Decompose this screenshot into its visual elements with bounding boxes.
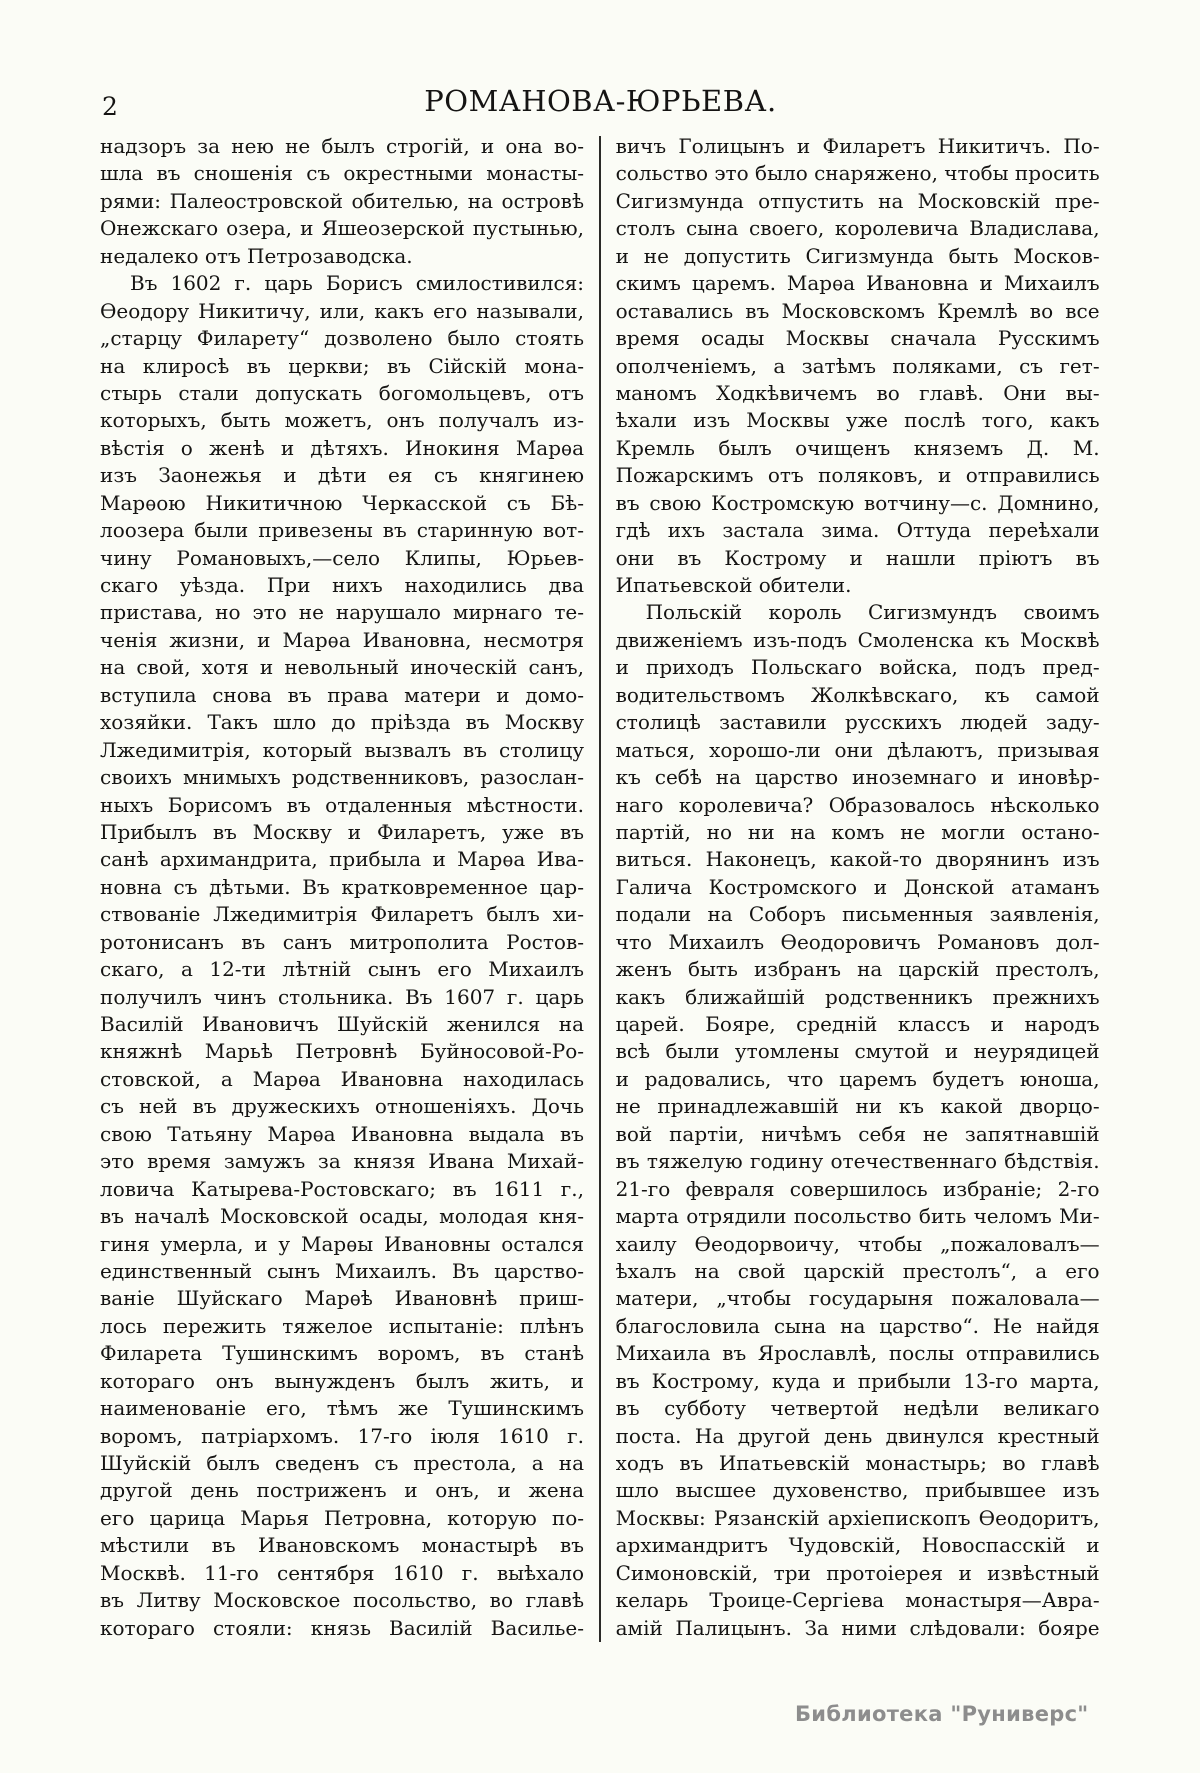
text-line: въ началѣ Московской осады, молодая кня-	[100, 1204, 584, 1229]
text-line: единственный сынъ Михаилъ. Въ царство-	[100, 1258, 584, 1283]
text-line: Лжедимитрія, который вызвалъ въ столицу	[100, 737, 584, 762]
text-line: время осады Москвы сначала Русскимъ	[615, 326, 1100, 351]
text-line: келарь Троице-Сергіева монастыря—Авра-	[615, 1588, 1100, 1613]
text-line: чину Романовыхъ,—село Клипы, Юрьев-	[100, 545, 584, 570]
text-line: всѣ были утомлены смутой и неурядицей	[615, 1039, 1100, 1064]
page-header	[100, 84, 1101, 128]
text-line: шла въ сношенія съ окрестными монасты-	[100, 161, 584, 186]
text-line: лось пережить тяжелое испытаніе: плѣнъ	[100, 1313, 584, 1338]
text-line: водительствомъ Жолкѣвскаго, къ самой	[615, 682, 1100, 707]
text-line: Ѳеодору Никитичу, или, какъ его называли,	[100, 298, 584, 323]
page-title: РОМАНОВА-ЮРЬЕВА.	[424, 84, 777, 118]
text-line: Пожарскимъ отъ поляковъ, и отправились	[615, 463, 1100, 488]
text-line: Москвы: Рязанскій архіепископъ Ѳеодоритъ,	[615, 1505, 1100, 1530]
text-line: вѣстія о женѣ и дѣтяхъ. Инокиня Марѳа	[100, 435, 584, 460]
text-line: ополченіемъ, а затѣмъ поляками, съ гет-	[615, 353, 1100, 378]
text-line: Филарета Тушинскимъ воромъ, въ станѣ	[100, 1341, 584, 1366]
text-line: архимандритъ Чудовскій, Новоспасскій и	[615, 1533, 1100, 1558]
text-line: ѣхали изъ Москвы уже послѣ того, какъ	[615, 408, 1100, 433]
text-line: хаилу Ѳеодорвоичу, чтобы „пожаловалъ—	[615, 1231, 1100, 1256]
text-line: Сигизмунда отпустить на Московскій пре-	[615, 188, 1100, 213]
text-line: на клиросѣ въ церкви; въ Сійскій мона-	[100, 353, 584, 378]
text-line: это время замужъ за князя Ивана Михай-	[100, 1149, 584, 1174]
text-line: княжнѣ Марьѣ Петровнѣ Буйносовой-Ро-	[100, 1039, 584, 1064]
text-line: маться, хорошо-ли они дѣлаютъ, призывая	[615, 737, 1100, 762]
text-line: Въ 1602 г. царь Борисъ смилостивился:	[130, 271, 584, 296]
text-line: въ Литву Московское посольство, во главѣ	[100, 1588, 584, 1613]
text-line: царей. Бояре, средній классъ и народъ	[615, 1012, 1100, 1036]
text-line: хозяйки. Такъ шло до пріѣзда въ Москву	[100, 710, 584, 735]
text-line: гдѣ ихъ застала зима. Оттуда переѣхали	[615, 518, 1100, 543]
text-line: лоозера были привезены въ старинную вот-	[100, 518, 584, 543]
page-number: 2	[102, 92, 118, 121]
text-line: ходъ въ Ипатьевскій монастырь; во главѣ	[615, 1451, 1100, 1475]
text-line: пристава, но это не нарушало мирнаго те-	[100, 600, 584, 625]
text-line: ѣхалъ на свой царскій престолъ“, а его	[615, 1258, 1100, 1283]
text-line: котораго онъ вынужденъ былъ жить, и	[100, 1368, 584, 1393]
text-line: въ свою Костромскую вотчину—с. Домнино,	[615, 490, 1100, 515]
text-line: вичъ Голицынъ и Филаретъ Никитичъ. По-	[615, 134, 1100, 158]
text-line: новна съ дѣтьми. Въ кратковременное цар-	[100, 874, 584, 899]
text-line: благословила сына на царство“. Не найдя	[615, 1313, 1100, 1338]
text-line: „старцу Филарету“ дозволено было стоять	[100, 326, 584, 351]
text-line: надзоръ за нею не былъ строгій, и она во-	[100, 134, 584, 158]
text-line: подали на Соборъ письменныя заявленія,	[615, 902, 1100, 927]
text-line: сольство это было снаряжено, чтобы просить	[615, 161, 1100, 186]
text-line: получилъ чинъ стольника. Въ 1607 г. царь	[100, 984, 584, 1009]
column-left	[100, 133, 584, 1642]
text-line: наго королевича? Образовалось нѣсколько	[615, 792, 1100, 817]
text-line: своихъ мнимыхъ родственниковъ, разослан-	[100, 765, 584, 790]
text-line: наименованіе его, тѣмъ же Тушинскимъ	[100, 1396, 584, 1421]
text-line: гиня умерла, и у Марѳы Ивановны остался	[100, 1231, 584, 1256]
text-line: столицѣ заставили русскихъ людей заду-	[615, 710, 1100, 735]
text-line: съ ней въ дружескихъ отношеніяхъ. Дочь	[100, 1094, 584, 1119]
text-line: ствованіе Лжедимитрія Филаретъ былъ хи-	[100, 902, 584, 927]
text-line: которыхъ, быть можетъ, онъ получалъ из-	[100, 408, 584, 433]
text-columns	[100, 133, 1101, 1642]
text-line: къ себѣ на царство иноземнаго и иновѣр-	[615, 765, 1100, 790]
text-line: Галича Костромского и Донской атаманъ	[615, 874, 1100, 899]
text-line: ротонисанъ въ санъ митрополита Ростов-	[100, 929, 584, 954]
text-line: ченія жизни, и Марѳа Ивановна, несмотря	[100, 627, 584, 652]
text-line: вступила снова въ права матери и домо-	[100, 682, 584, 707]
text-line: и не допустить Сигизмунда быть Москов-	[615, 243, 1100, 268]
text-line: партій, но ни на комъ не могли остано-	[615, 819, 1100, 844]
text-line: ловича Катырева-Ростовскаго; въ 1611 г.,	[100, 1176, 584, 1201]
text-line: скимъ царемъ. Марѳа Ивановна и Михаилъ	[615, 271, 1100, 296]
text-line: движеніемъ изъ-подъ Смоленска къ Москвѣ	[615, 627, 1100, 652]
text-line: въ тяжелую годину отечественнаго бѣдствія.	[615, 1149, 1100, 1174]
text-line: поста. На другой день двинулся крестный	[615, 1423, 1100, 1448]
text-line: въ Кострому, куда и прибыли 13-го марта,	[615, 1368, 1100, 1393]
text-line: Онежскаго озера, и Яшеозерской пустынью,	[100, 216, 584, 241]
text-line: женъ быть избранъ на царскій престолъ,	[615, 957, 1100, 982]
text-line: Симоновскій, три протоіерея и извѣстный	[615, 1560, 1100, 1585]
text-line: ваніе Шуйскаго Марѳѣ Ивановнѣ приш-	[100, 1286, 584, 1311]
text-line: столъ сына своего, королевича Владислава,	[615, 216, 1100, 241]
text-line: свою Татьяну Марѳа Ивановна выдала въ	[100, 1121, 584, 1146]
text-line: какъ ближайшій родственникъ прежнихъ	[615, 984, 1100, 1009]
text-line: виться. Наконецъ, какой-то дворянинъ изъ	[615, 847, 1100, 872]
text-line: Польскій король Сигизмундъ своимъ	[645, 600, 1100, 625]
text-line: стырь стали допускать богомольцевъ, отъ	[100, 380, 584, 405]
text-line: и радовались, что царемъ будетъ юноша,	[615, 1066, 1100, 1091]
text-line: оставались въ Московскомъ Кремлѣ во все	[615, 298, 1100, 323]
text-line: воромъ, патріархомъ. 17-го іюля 1610 г.	[100, 1423, 584, 1448]
text-line: въ субботу четвертой недѣли великаго	[615, 1396, 1100, 1421]
text-line: Марѳою Никитичною Черкасской съ Бѣ-	[100, 490, 584, 515]
text-line: Прибылъ въ Москву и Филаретъ, уже въ	[100, 819, 584, 844]
text-line: что Михаилъ Ѳеодоровичъ Романовъ дол-	[615, 929, 1100, 954]
text-line: Москвѣ. 11-го сентября 1610 г. выѣхало	[100, 1560, 584, 1585]
column-divider-rule	[599, 136, 601, 1642]
text-line: вой партіи, ничѣмъ себя не запятнавшій	[615, 1121, 1100, 1146]
text-line: мѣстили въ Ивановскомъ монастырѣ въ	[100, 1533, 584, 1558]
text-line: на свой, хотя и невольный иноческій санъ,	[100, 655, 584, 680]
text-line: матери, „чтобы государыня пожаловала—	[615, 1286, 1100, 1311]
text-line: санѣ архимандрита, прибыла и Марѳа Ива-	[100, 847, 584, 872]
text-line: скаго уѣзда. При нихъ находились два	[100, 573, 584, 597]
text-line: Михаила въ Ярославлѣ, послы отправились	[615, 1341, 1100, 1366]
text-line: ныхъ Борисомъ въ отдаленныя мѣстности.	[100, 792, 584, 817]
text-line: и приходъ Польскаго войска, подъ пред-	[615, 655, 1100, 680]
text-line: скаго, а 12-ти лѣтній сынъ его Михаилъ	[100, 957, 584, 982]
text-line: недалеко отъ Петрозаводска.	[100, 243, 413, 268]
text-line: изъ Заонежья и дѣти ея съ княгинею	[100, 463, 584, 488]
text-line: стовской, а Марѳа Ивановна находилась	[100, 1066, 584, 1091]
text-line: маномъ Ходкѣвичемъ во главѣ. Они вы-	[615, 380, 1100, 405]
text-line: его царица Марья Петровна, которую по-	[100, 1505, 584, 1530]
text-line: шло высшее духовенство, прибывшее изъ	[615, 1478, 1100, 1503]
text-line: Ипатьевской обители.	[615, 573, 852, 597]
text-line: котораго стояли: князь Василій Василье-	[100, 1615, 584, 1640]
text-line: 21-го февраля совершилось избраніе; 2-го	[615, 1176, 1100, 1201]
text-line: они въ Кострому и нашли пріютъ въ	[615, 545, 1100, 570]
text-line: Шуйскій былъ сведенъ съ престола, а на	[100, 1451, 584, 1475]
text-line: рями: Палеостровской обителью, на островѣ	[100, 188, 584, 213]
text-line: амій Палицынъ. За ними слѣдовали: бояре	[615, 1615, 1100, 1640]
text-line: марта отрядили посольство бить челомъ Ми-	[615, 1204, 1100, 1229]
library-watermark: Библиотека "Руниверс"	[795, 1702, 1089, 1726]
text-line: другой день постриженъ и онъ, и жена	[100, 1478, 584, 1503]
text-line: Василій Ивановичъ Шуйскій женился на	[100, 1012, 584, 1036]
column-right	[616, 133, 1100, 1642]
text-line: не принадлежавшій ни къ какой дворцо-	[615, 1094, 1100, 1119]
text-line: Кремль былъ очищенъ княземъ Д. М.	[615, 435, 1100, 460]
